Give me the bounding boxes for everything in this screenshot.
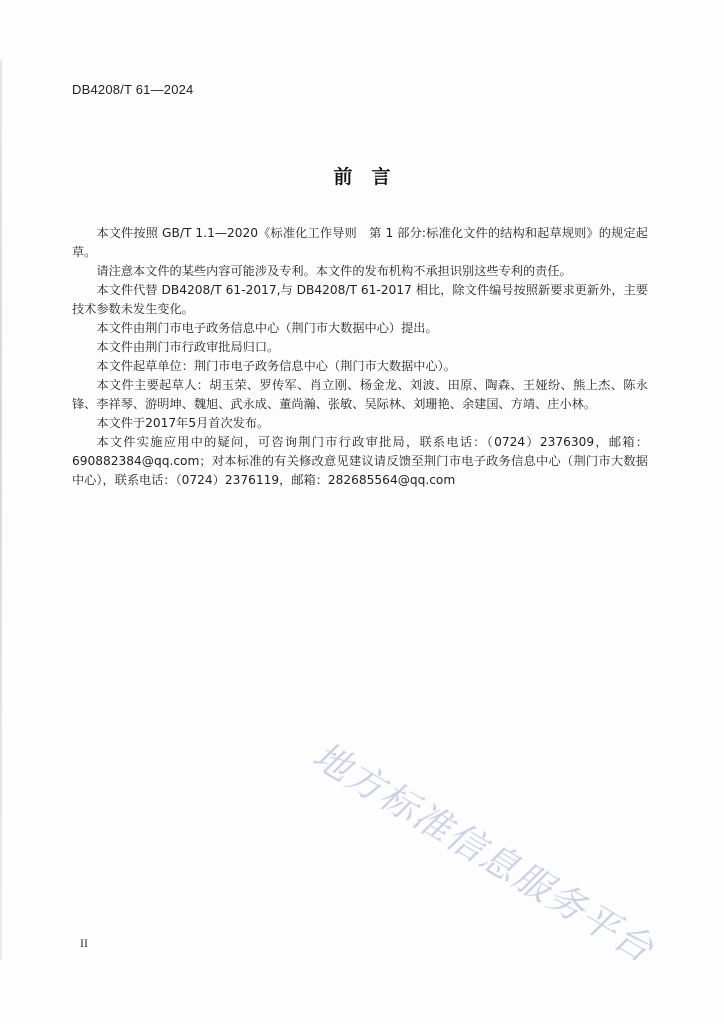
paragraph: 本文件于2017年5月首次发布。 [96, 416, 270, 430]
page-number: II [80, 936, 88, 950]
scan-edge [0, 60, 2, 960]
paragraph: 本文件由荆门市行政审批局归口。 [96, 340, 280, 354]
foreword-body [72, 224, 648, 490]
watermark: 地方标准信息服务平台 [305, 733, 662, 972]
paragraph: 本文件主要起草人：胡玉荣、罗传军、肖立刚、杨金龙、刘波、田原、陶森、王娅纷、熊上杰、陈永锋、李祥琴、游明坤、魏旭、武永成、董尚瀚、张敏、吴际林、刘珊艳、余建国、方靖、庄小林。 [72, 378, 648, 411]
section-title: 前 言 [333, 166, 391, 188]
paragraph: 本文件按照 GB/T 1.1—2020《标准化工作导则 第 1 部分:标准化文件的结构和起草规则》的规定起草。 [72, 226, 648, 259]
document-code: DB4208/T 61—2024 [72, 82, 194, 97]
paragraph: 本文件实施应用中的疑问，可咨询荆门市行政审批局，联系电话：（0724）2376309，邮箱：690882384@qq.com；对本标准的有关修改意见建议请反馈至荆门市电子政务信息中心（荆门市大数据中心），联系电话：（0724）2376119，邮箱：282685564@qq.com [72, 435, 648, 487]
paragraph: 请注意本文件的某些内容可能涉及专利。本文件的发布机构不承担识别这些专利的责任。 [96, 264, 572, 278]
paragraph: 本文件由荆门市电子政务信息中心（荆门市大数据中心）提出。 [96, 321, 438, 335]
paragraph: 本文件代替 DB4208/T 61-2017,与 DB4208/T 61-2017 相比，除文件编号按照新要求更新外，主要技术参数未发生变化。 [72, 283, 648, 316]
paragraph: 本文件起草单位：荆门市电子政务信息中心（荆门市大数据中心）。 [96, 359, 456, 373]
